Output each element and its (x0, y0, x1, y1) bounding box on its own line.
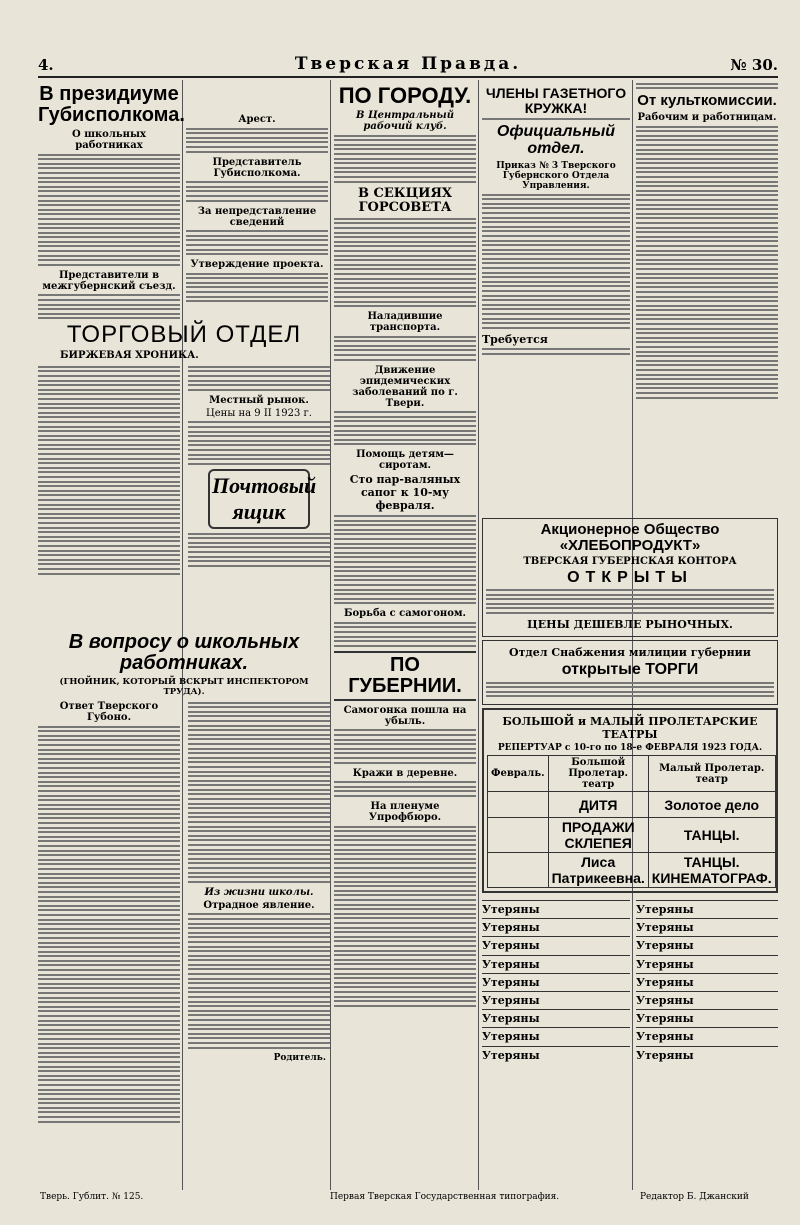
article-text (334, 826, 476, 1007)
article-text (636, 83, 778, 90)
newspaper-title: Тверская Правда. (294, 54, 522, 74)
theatre-repertoire: РЕПЕРТУАР с 10-го по 18-е ФЕВРАЛЯ 1923 ГОДА. (497, 743, 763, 754)
lost-notice: Утеряны (482, 939, 540, 953)
lost-notice: Утеряны (482, 1030, 540, 1044)
section-heading: Сто пар-валяных сапог к 10-му февраля. (349, 473, 461, 513)
article-text (334, 729, 476, 763)
repertoire-table (487, 755, 776, 888)
article-text (188, 533, 330, 567)
lost-notice: Утеряны (482, 975, 540, 989)
section-heading: О школьных работниках (72, 129, 146, 151)
section-heading: Из жизни школы. (204, 886, 314, 898)
article-text (334, 622, 476, 647)
lost-notice: Утеряны (482, 1012, 540, 1026)
article-text (38, 294, 180, 319)
lost-notice: Утеряны (636, 975, 694, 989)
lost-notice: Утеряны (482, 921, 540, 935)
lost-notice: Утеряны (636, 1048, 694, 1062)
column-rule (478, 80, 479, 1190)
footer-editor: Редактор Б. Джанский (640, 1192, 749, 1202)
school-article (38, 628, 330, 1127)
article-text (334, 411, 476, 445)
footer-printer: Первая Тверская Государственная типография. (330, 1192, 560, 1202)
section-heading: Кражи в деревне. (352, 767, 458, 779)
section-heading: Представители в межгубернский съезд. (42, 269, 176, 292)
play-title: ТАНЦЫ. (648, 818, 775, 853)
section-heading: Местный рынок. (209, 394, 309, 406)
section-title: ПО ГУБЕРНИИ. (348, 653, 462, 697)
section-heading: За непредставление сведений (197, 205, 317, 228)
section-heading: На пленуме Упрофбюро. (368, 800, 442, 823)
article-headline: В президиуме Губисполкома. (38, 83, 185, 126)
section-subtitle: Рабочим и работницам. (637, 111, 777, 123)
section-title: ТОРГОВЫЙ ОТДЕЛ (66, 321, 302, 348)
lost-notice: Утеряны (482, 993, 540, 1007)
lost-notice: Утеряны (636, 1012, 694, 1026)
section-title: Официальный отдел. (496, 123, 616, 158)
ad-heading: Требуется (482, 332, 548, 346)
article-text (188, 421, 330, 464)
lost-notice: Утеряны (636, 1030, 694, 1044)
order-title: Приказ № 3 Тверского Губернского Отдела Управления. (496, 160, 616, 191)
lost-notice: Утеряны (636, 903, 694, 916)
ad-text (486, 589, 774, 614)
table-header: Малый Пролетар. театр (648, 756, 775, 792)
article-text (186, 273, 328, 303)
classifieds-right (636, 900, 778, 1064)
section-heading: В СЕКЦИЯХ ГОРСОВЕТА (358, 185, 452, 215)
signature: Родитель. (273, 1052, 326, 1063)
article-text (334, 218, 476, 307)
column-rule (330, 80, 331, 1190)
article-subtitle: (ГНОЙНИК, КОТОРЫЙ ВСКРЫТ ИНСПЕКТОРОМ ТРУДА). (59, 677, 309, 697)
section-heading: Наладившие транспорта. (367, 311, 443, 334)
article-text (38, 726, 180, 1123)
page-number: 4. (38, 56, 54, 74)
lost-notice: Утеряны (636, 993, 694, 1007)
lost-notice: Утеряны (636, 957, 694, 971)
ad-prices: ЦЕНЫ ДЕШЕВЛЕ РЫНОЧНЫХ. (527, 618, 733, 632)
article-text (334, 135, 476, 183)
article-text (38, 154, 180, 266)
play-title: ТАНЦЫ. КИНЕМАТОГРАФ. (648, 853, 775, 888)
page-header (38, 54, 778, 78)
article-text (334, 336, 476, 361)
footer-censor: Тверь. Гублит. № 125. (40, 1192, 144, 1202)
classifieds-left (482, 900, 630, 1064)
article-text (482, 118, 630, 120)
table-header: Февраль. (488, 756, 549, 792)
ad-auction: открытые ТОРГИ (561, 661, 699, 679)
hleboprodukt-ad (482, 515, 778, 896)
section-title: От культкомиссии. (637, 92, 777, 110)
section-heading: Помощь детям—сиротам. (356, 449, 454, 472)
section-heading: Ответ Тверского Губоно. (59, 701, 159, 723)
lost-notice: Утеряны (636, 939, 694, 953)
section-heading: Борьба с самогоном. (343, 608, 467, 620)
section-heading: Представитель Губисполкома. (212, 156, 302, 179)
play-title: Лиса Патрикеевна. (548, 853, 648, 888)
article-text (186, 181, 328, 201)
article-text (482, 348, 630, 355)
ad-subtitle: ТВЕРСКАЯ ГУБЕРНСКАЯ КОНТОРА (523, 555, 737, 567)
section-subheading: Отрадное явление. (203, 899, 315, 911)
column-2 (186, 80, 328, 306)
notice-headline: ЧЛЕНЫ ГАЗЕТНОГО КРУЖКА! (485, 85, 627, 116)
column-5 (636, 80, 778, 403)
ad-opened: ОТКРЫТЫ (567, 568, 693, 586)
article-text (334, 515, 476, 604)
lost-notice: Утеряны (482, 957, 540, 971)
article-text (188, 913, 330, 1048)
section-heading: Арест. (238, 114, 276, 125)
issue-number: № 30. (730, 56, 778, 74)
lost-notice: Утеряны (482, 903, 540, 916)
theatre-title: БОЛЬШОЙ и МАЛЫЙ ПРОЛЕТАРСКИЕ ТЕАТРЫ (502, 715, 758, 742)
column-4 (482, 80, 630, 359)
theatre-ad (482, 708, 778, 893)
article-text (186, 230, 328, 255)
column-3 (334, 80, 476, 1188)
table-header: Большой Пролетар. театр (548, 756, 648, 792)
article-text (636, 126, 778, 399)
prices-date: Цены на 9 II 1923 г. (206, 407, 312, 419)
ad-title: Акционерное Общество «ХЛЕБОПРОДУКТ» (540, 521, 720, 554)
play-title: Золотое дело (648, 792, 775, 818)
section-heading: В Центральный рабочий клуб. (356, 110, 454, 133)
section-heading: Утверждение проекта. (190, 259, 324, 271)
article-text (188, 702, 330, 883)
article-text (188, 366, 330, 391)
article-text (38, 366, 180, 575)
play-title: ПРОДАЖИ СКЛЕПЕЯ (548, 818, 648, 853)
section-heading: Движение эпидемических заболеваний по г. Твери. (352, 364, 458, 409)
lost-notice: Утеряны (482, 1048, 540, 1062)
article-text (186, 128, 328, 153)
mailbox-heading: Почтовый ящик (208, 469, 310, 529)
article-text (482, 194, 630, 329)
section-subtitle: БИРЖЕВАЯ ХРОНИКА. (60, 350, 199, 362)
ad-title: Отдел Снабжения милиции губернии (509, 646, 751, 660)
ad-text (486, 682, 774, 698)
play-title: ДИТЯ (548, 792, 648, 818)
article-text (334, 781, 476, 797)
article-headline: В вопросу о школьных работниках. (68, 631, 300, 674)
trade-section (38, 318, 330, 579)
section-title: ПО ГОРОДУ. (338, 83, 472, 108)
lost-notice: Утеряны (636, 921, 694, 935)
section-heading: Самогонка пошла на убыль. (343, 704, 467, 727)
